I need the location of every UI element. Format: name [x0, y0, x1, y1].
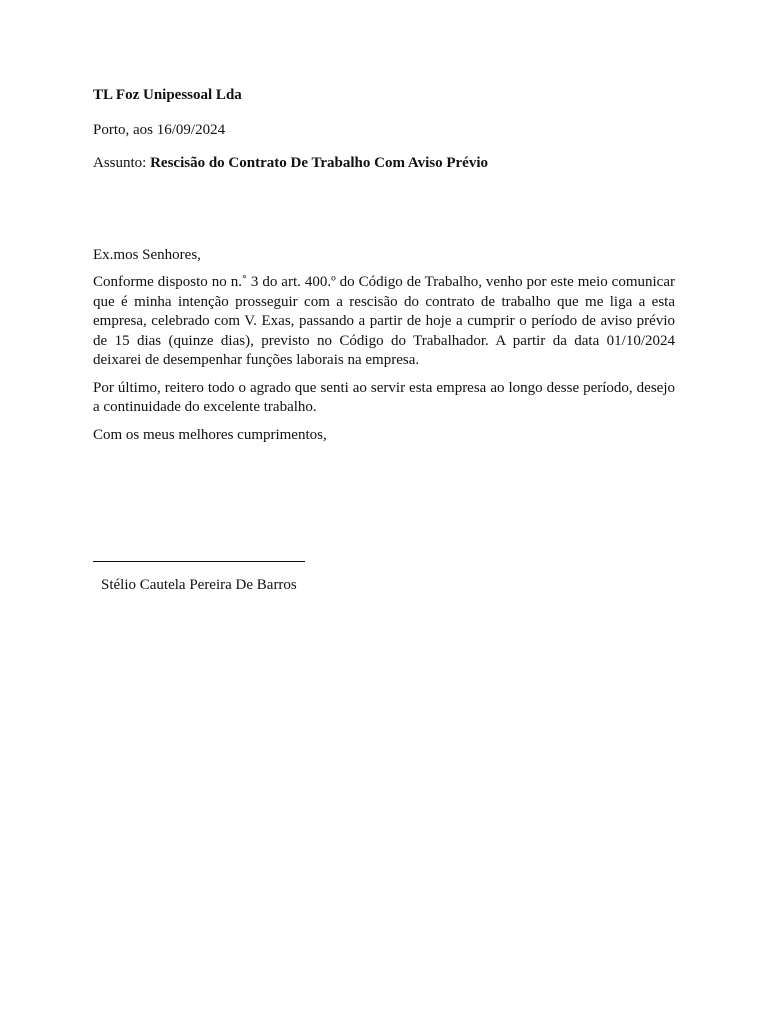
letter-body: [93, 86, 675, 445]
subject-line: [93, 154, 675, 174]
salutation: Ex.mos Senhores,: [93, 246, 201, 263]
company-name: TL Foz Unipessoal Lda: [93, 87, 242, 103]
subject-text: Rescisão do Contrato De Trabalho Com Aviso Prévio: [150, 155, 488, 171]
paragraph-thanks: Por último, reitero todo o agrado que senti ao servir esta empresa ao longo desse período, desejo a continuidade do excelente trabalho.: [93, 379, 675, 415]
subject-label: Assunto:: [93, 155, 151, 171]
closing: Com os meus melhores cumprimentos,: [93, 426, 327, 443]
signatory-name: Stélio Cautela Pereira De Barros: [101, 577, 297, 593]
paragraph-notice: Conforme disposto no n.˚ 3 do art. 400.º do Código de Trabalho, venho por este meio comunicar que é minha intenção prosseguir com a rescisão do contrato de trabalho que me liga a esta empresa, celebrado com V. Exas, passando a partir de hoje a cumprir o período de aviso prévio de 15 dias (quinze dias), previsto no Código do Trabalhador. A partir da data 01/10/2024 deixarei de desempenhar funções laborais na empresa.: [93, 274, 675, 368]
signature-line: [93, 561, 305, 562]
place-date: Porto, aos 16/09/2024: [93, 121, 226, 138]
